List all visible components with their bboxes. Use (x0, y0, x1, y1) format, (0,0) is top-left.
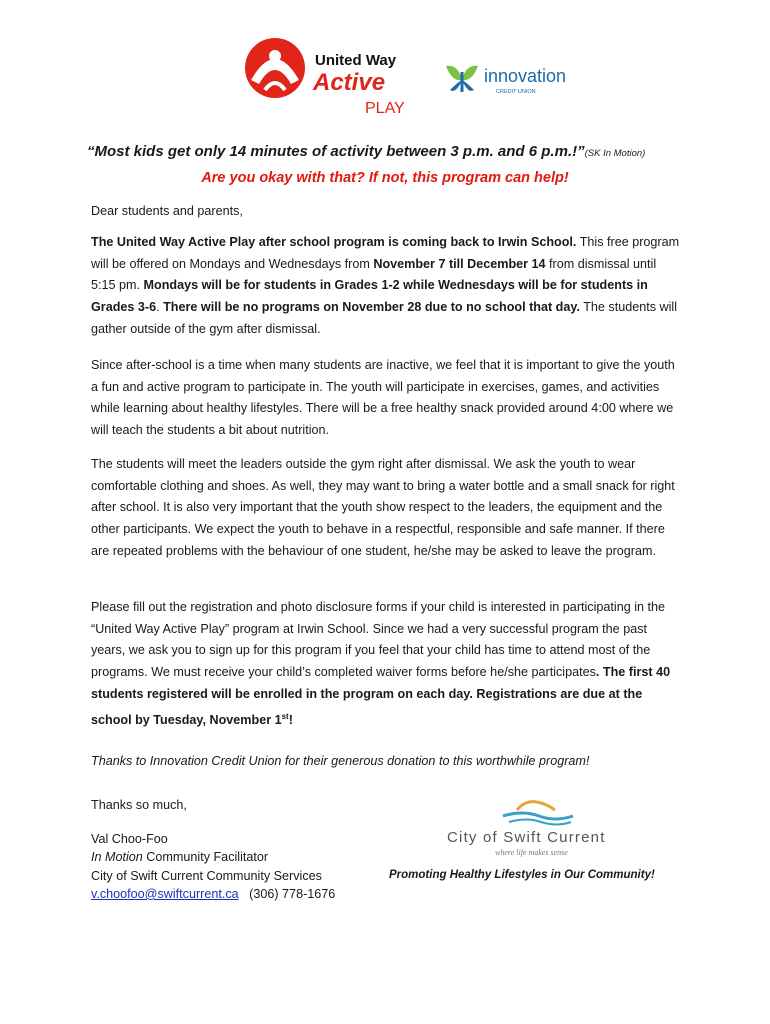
sponsor-thanks: Thanks to Innovation Credit Union for their generous donation to this worthwhile program! (91, 754, 590, 768)
united-way-active-play-logo (243, 28, 423, 120)
icu-subtitle: CREDIT UNION (496, 89, 536, 95)
email-link[interactable]: v.choofoo@swiftcurrent.ca (91, 886, 239, 901)
city-subtitle: where life makes sense (495, 848, 568, 857)
tagline: Are you okay with that? If not, this program can help! (201, 170, 569, 186)
signature-block (91, 830, 391, 903)
uw-line1: United Way (315, 52, 397, 69)
phone: (306) 778-1676 (249, 886, 336, 901)
signoff: Thanks so much, (91, 798, 187, 812)
icu-name: innovation (484, 66, 567, 86)
uw-line2: Active (313, 69, 386, 96)
innovation-credit-union-logo (444, 60, 614, 100)
greeting: Dear students and parents, (91, 204, 243, 218)
promo-slogan: Promoting Healthy Lifestyles in Our Community! (389, 869, 655, 881)
paragraph-program-details: The United Way Active Play after school program is coming back to Irwin School. This free program will be offered on Mondays and Wednesdays from November 7 till December 14 from dismissal until 5:15 pm. Mondays will be for students in Grades 1-2 while Wednesdays will be for students in Grades 3-6. There will be no programs on November 28 due to no school that day. The students will gather outside of the gym after dismissal. (91, 235, 680, 336)
paragraph-purpose: Since after-school is a time when many students are inactive, we feel that it is important to give the youth a fun and active program to participate in. The youth will participate in exercises, games, and activities while learning about healthy lifestyles. There will be a free healthy snack provided around 4:00 where we will teach the students a bit about nutrition. (91, 358, 675, 438)
signature-name: Val Choo-Foo (91, 832, 168, 846)
signature-org: City of Swift Current Community Services (91, 868, 322, 883)
signature-contact (91, 885, 391, 903)
signature-title: In Motion Community Facilitator (91, 850, 269, 865)
city-name: City of Swift Current (447, 829, 606, 846)
paragraph-expectations: The students will meet the leaders outside the gym right after dismissal. We ask the youth to wear comfortable clothing and shoes. As well, they may want to bring a water bottle and a small snack for right after school. It is also very important that the youth show respect to the leaders, the equipment and the other participants. We expect the youth to behave in a respectful, responsible and safe manner. If there are repeated problems with the behaviour of one student, he/she may be asked to leave the program. (91, 457, 675, 558)
uw-line3: PLAY (365, 100, 405, 117)
header-quote: “Most kids get only 14 minutes of activity between 3 p.m. and 6 p.m.!”(SK In Motion) (87, 143, 646, 160)
paragraph-registration: Please fill out the registration and photo disclosure forms if your child is interested in participating in the “United Way Active Play” program at Irwin School. Since we had a very successful program the past years, we ask you to sign up for this program if you feel that your child has time to attend most of the programs. We must receive your child’s completed waiver forms before he/she participates. The first 40 students registered will be enrolled in the program on each day. Registrations are due at the school by Tuesday, November 1st! (91, 600, 671, 727)
quote-source: (SK In Motion) (584, 148, 646, 159)
city-of-swift-current-logo (443, 792, 633, 860)
